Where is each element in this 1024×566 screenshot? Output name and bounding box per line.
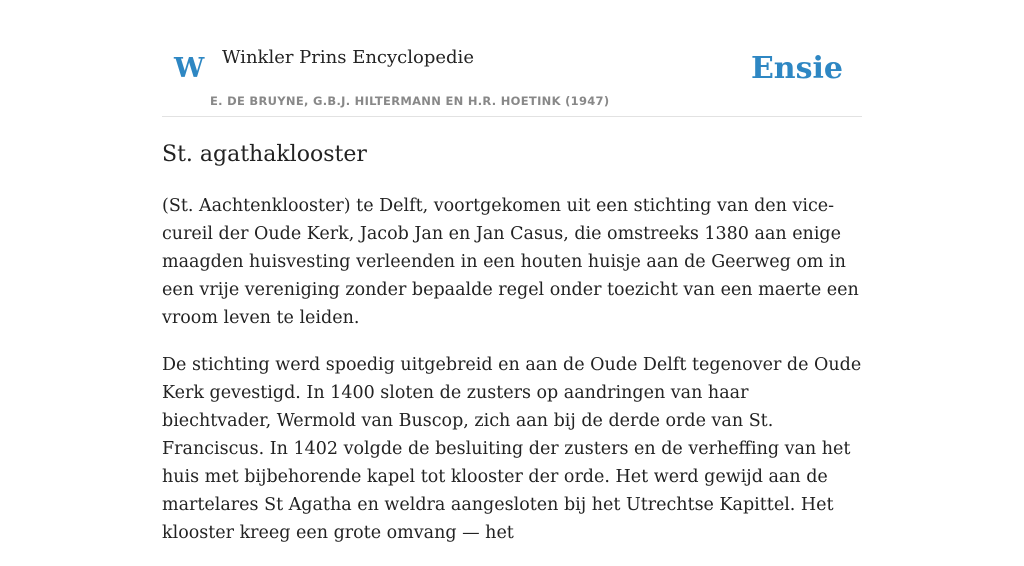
article-title: St. agathaklooster [162, 142, 367, 167]
publication-logo[interactable]: W [174, 53, 205, 84]
article-paragraph-1: (St. Aachtenklooster) te Delft, voortgekomen uit een stichting van den vice-cureil der Oude Kerk, Jacob Jan en Jan Casus, die omstreeks 1380 aan enige maagden huisvesting verleenden in een houten huisje aan de Geerweg om in een vrije vereniging zonder bepaalde regel onder toezicht van een maerte een vroom leven te leiden. [162, 196, 859, 328]
page [162, 0, 862, 543]
publication-title[interactable]: Winkler Prins Encyclopedie [222, 47, 474, 68]
ensie-logo[interactable]: Ensie [750, 51, 843, 86]
header [162, 0, 862, 117]
publication-authors: E. DE BRUYNE, G.B.J. HILTERMANN EN H.R. HOETINK (1947) [210, 94, 610, 108]
article-paragraph-2: De stichting werd spoedig uitgebreid en aan de Oude Delft tegenover de Oude Kerk gevestigd. In 1400 sloten de zusters op aandringen van haar biechtvader, Wermold van Buscop, zich aan bij de derde orde van St. Franciscus. In 1402 volgde de besluiting der zusters en de verheffing van het huis met bijbehorende kapel tot klooster der orde. Het werd gewijd aan de martelares St Agatha en weldra aangesloten bij het Utrechtse Kapittel. Het klooster kreeg een grote omvang — het [162, 355, 862, 543]
article-body [162, 192, 862, 566]
